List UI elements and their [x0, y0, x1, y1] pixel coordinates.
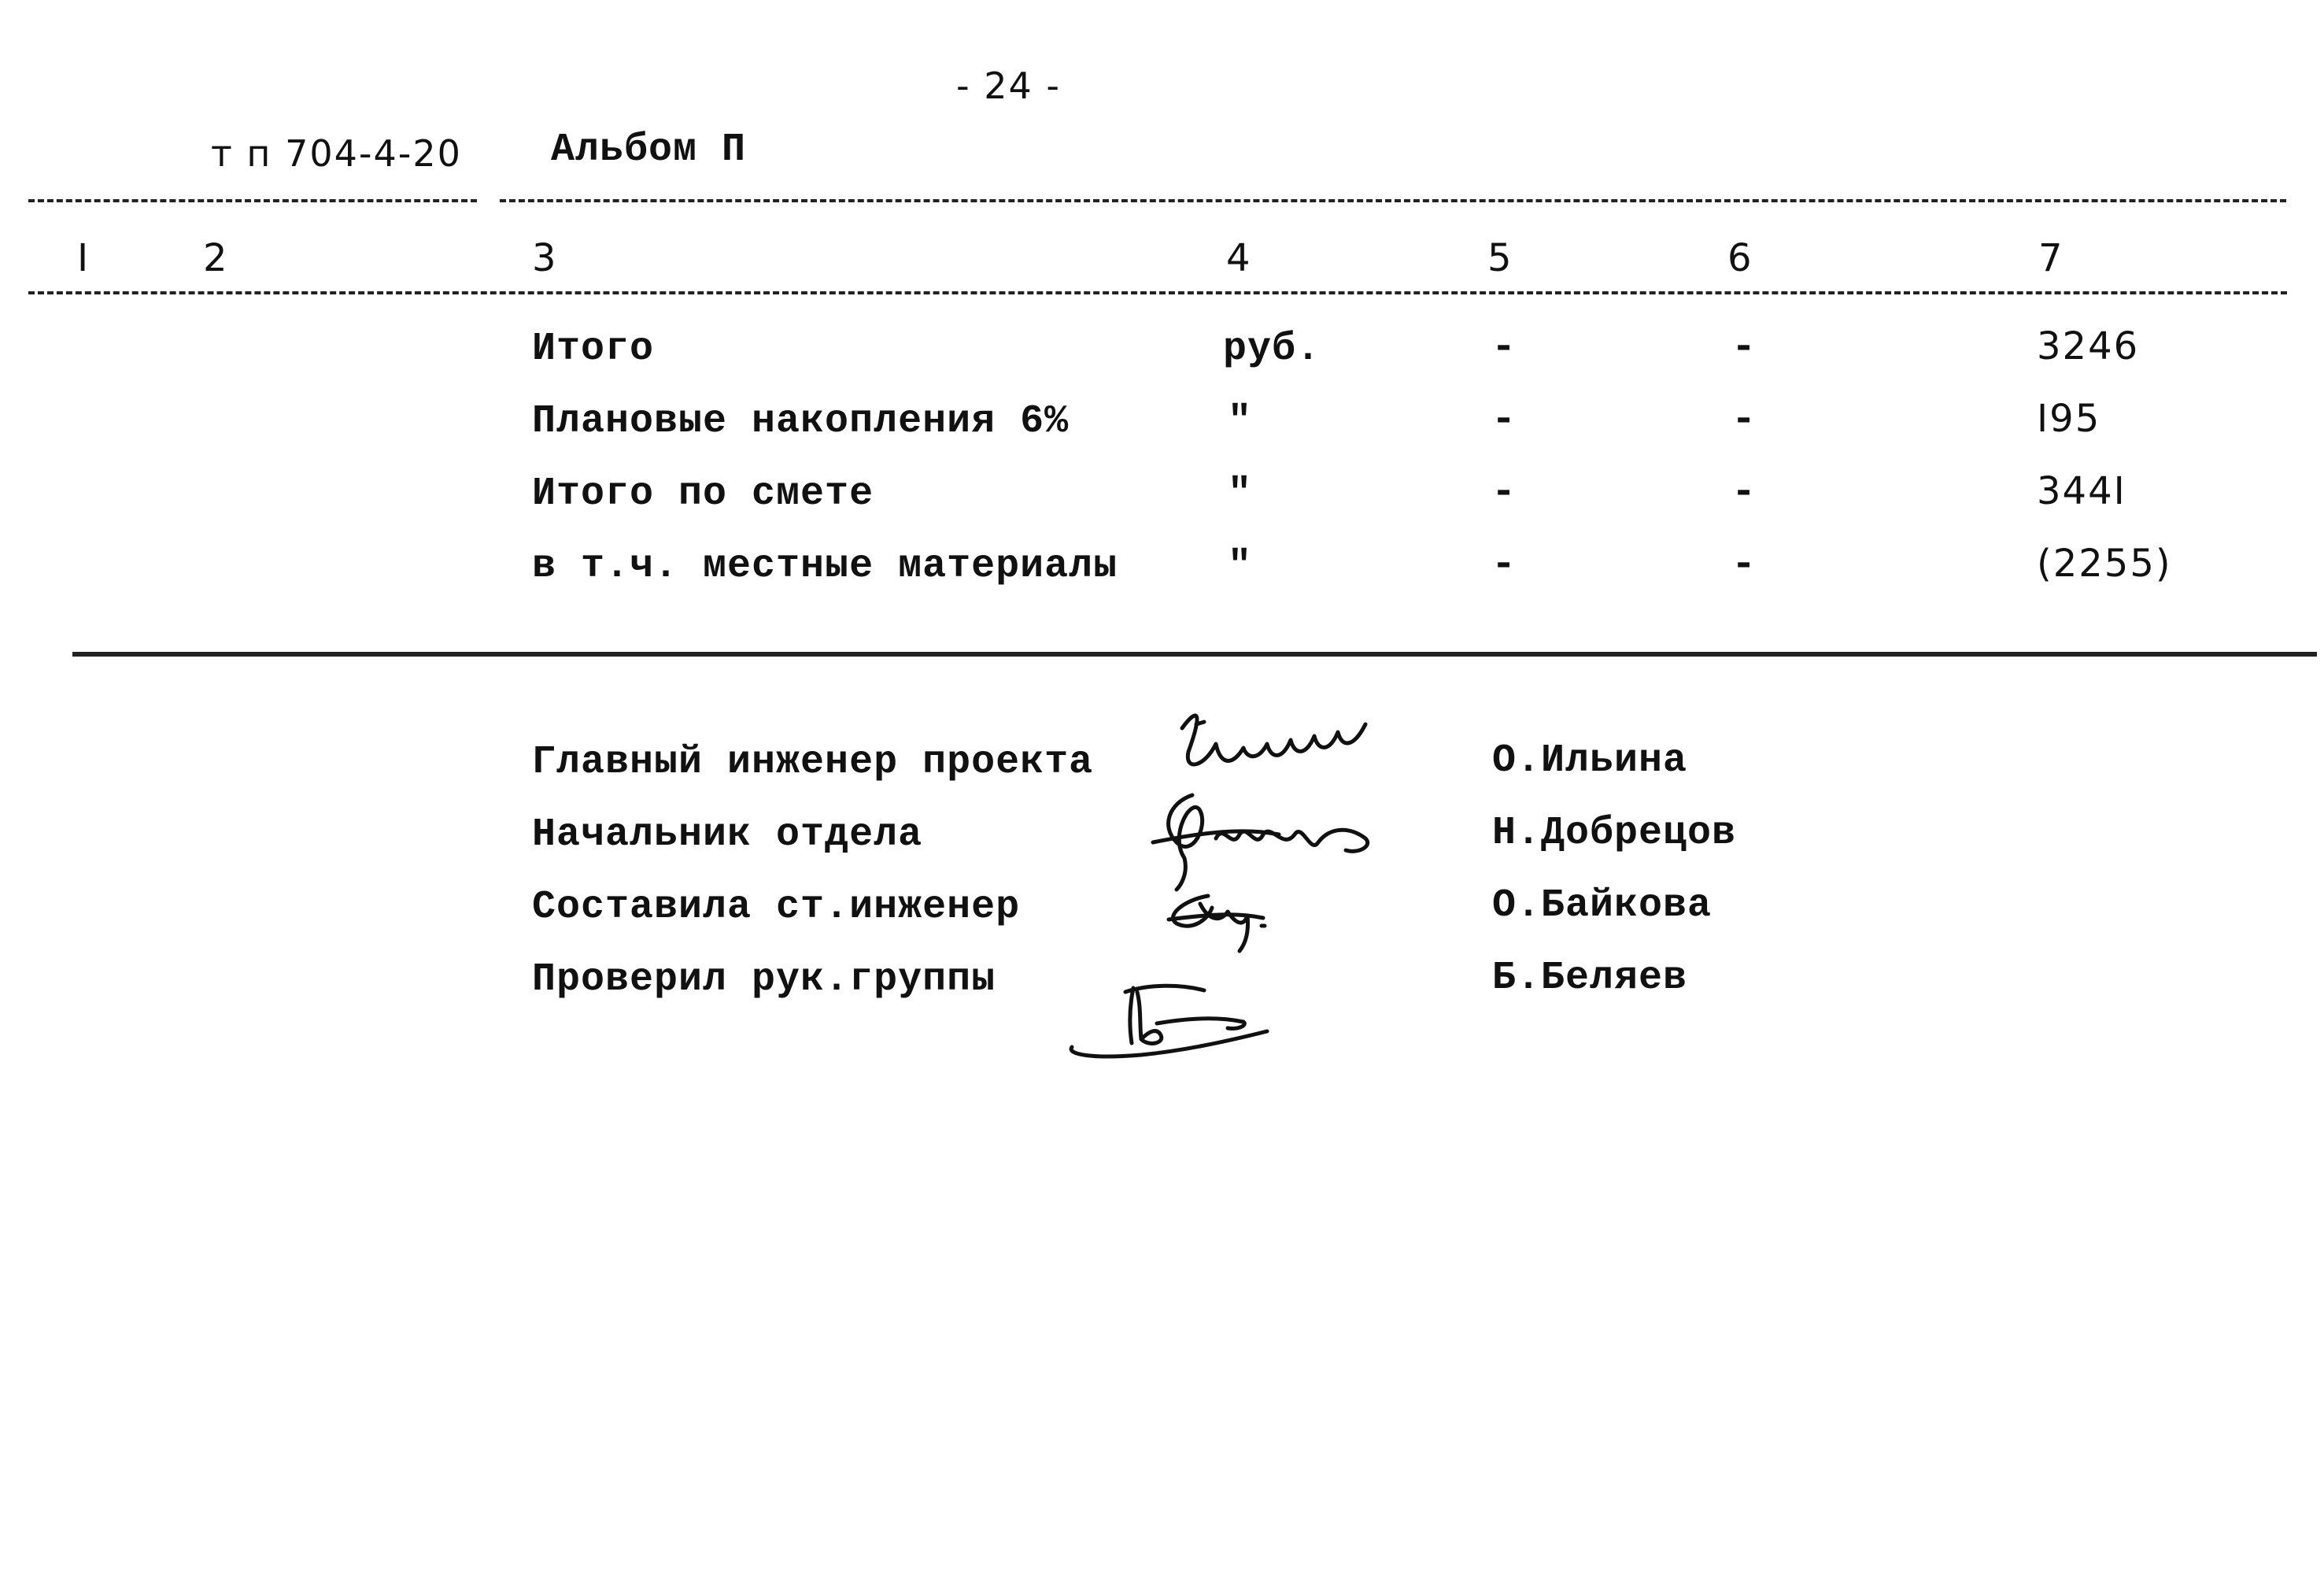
row-col5: -: [1491, 542, 1517, 588]
col-header-1: I: [77, 236, 91, 280]
header-rule-left: [28, 199, 477, 202]
row-name: Итого: [532, 327, 655, 372]
table-bottom-rule: [72, 652, 2317, 657]
row-col6: -: [1731, 469, 1757, 516]
row-col5: -: [1491, 324, 1517, 371]
row-col6: -: [1731, 542, 1757, 588]
col-header-6: 6: [1727, 236, 1753, 280]
col-header-4: 4: [1226, 236, 1252, 280]
row-value: 3246: [2037, 324, 2140, 368]
header-rule-right: [500, 199, 2286, 202]
row-name: Итого по смете: [532, 472, 874, 516]
row-unit: ": [1228, 544, 1253, 589]
row-col5: -: [1491, 469, 1517, 516]
col-header-2: 2: [203, 236, 229, 280]
signature-ilyina: [1173, 705, 1377, 783]
row-unit: ": [1228, 399, 1253, 444]
signature-person: О.Ильина: [1492, 738, 1688, 783]
row-value: (2255): [2037, 542, 2172, 586]
signature-role: Составила ст.инженер: [532, 885, 1021, 930]
row-col6: -: [1731, 397, 1757, 443]
col-header-5: 5: [1487, 236, 1513, 280]
col-header-3: 3: [532, 236, 558, 280]
signature-belyaev: [1062, 976, 1299, 1063]
column-header-rule: [28, 291, 2287, 294]
document-code: т п 704-4-20: [211, 132, 462, 175]
signature-person: Н.Добрецов: [1492, 811, 1737, 856]
signature-baikova: [1161, 888, 1287, 959]
row-col6: -: [1731, 324, 1757, 371]
page-number: - 24 -: [956, 65, 1061, 107]
col-header-7: 7: [2038, 236, 2064, 280]
row-name: Плановые накопления 6%: [532, 399, 1070, 444]
signature-person: Б.Беляев: [1492, 956, 1688, 1001]
row-col5: -: [1491, 397, 1517, 443]
signature-dobretsov: [1145, 779, 1397, 897]
row-unit: руб.: [1223, 327, 1321, 372]
album-label: Альбом П: [551, 128, 747, 172]
signature-role: Проверил рук.группы: [532, 957, 996, 1002]
row-name: в т.ч. местные материалы: [532, 544, 1118, 589]
signature-role: Начальник отдела: [532, 812, 923, 857]
row-value: I95: [2037, 397, 2101, 441]
signature-person: О.Байкова: [1492, 883, 1713, 928]
row-unit: ": [1228, 472, 1253, 516]
signature-role: Главный инженер проекта: [532, 740, 1094, 785]
row-value: 344I: [2037, 469, 2126, 513]
